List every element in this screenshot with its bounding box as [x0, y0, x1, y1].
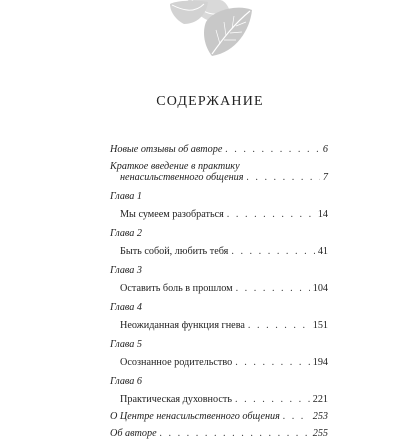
chapter-label: Глава 1 [110, 191, 142, 202]
leader-dots [227, 209, 315, 220]
leaves-illustration-icon [168, 0, 258, 60]
toc-entry-about-author[interactable] [110, 428, 328, 439]
toc-entry-chapter-6[interactable] [110, 376, 328, 405]
table-of-contents [110, 140, 328, 439]
page-number: 253 [312, 411, 328, 422]
toc-entry-chapter-1[interactable] [110, 191, 328, 220]
page-number: 255 [312, 428, 328, 439]
entry-title: Неожиданная функция гнева [120, 320, 245, 331]
entry-title: Оставить боль в прошлом [120, 283, 233, 294]
chapter-label: Глава 5 [110, 339, 142, 350]
toc-entry-chapter-4[interactable] [110, 302, 328, 331]
chapter-label: Глава 2 [110, 228, 142, 239]
chapter-label: Глава 6 [110, 376, 142, 387]
entry-title: Практическая духовность [120, 394, 232, 405]
toc-entry-chapter-5[interactable] [110, 339, 328, 368]
leader-dots [283, 411, 310, 422]
leader-dots [225, 144, 320, 155]
chapter-label: Глава 3 [110, 265, 142, 276]
leader-dots [247, 172, 320, 183]
entry-title-line1: Краткое введение в практику [110, 161, 240, 172]
leader-dots [248, 320, 310, 331]
leader-dots [235, 394, 310, 405]
toc-entry-reviews[interactable] [110, 144, 328, 155]
leader-dots [160, 428, 310, 439]
page-number: 7 [322, 172, 328, 183]
toc-entry-center[interactable] [110, 411, 328, 422]
entry-title: Осознанное родительство [120, 357, 233, 368]
toc-entry-chapter-2[interactable] [110, 228, 328, 257]
page-title: СОДЕРЖАНИЕ [156, 94, 264, 109]
page-number: 104 [312, 283, 328, 294]
chapter-label: Глава 4 [110, 302, 142, 313]
entry-title: Об авторе [110, 428, 157, 439]
page-number: 14 [317, 209, 328, 220]
page-number: 41 [317, 246, 328, 257]
leader-dots [231, 246, 314, 257]
top-leaf-icon [170, 1, 208, 24]
page-number: 6 [322, 144, 328, 155]
leader-dots [235, 357, 310, 368]
toc-entry-chapter-3[interactable] [110, 265, 328, 294]
entry-title: Быть собой, любить тебя [120, 246, 229, 257]
entry-title: ненасильственного общения [120, 172, 244, 183]
leader-dots [236, 283, 310, 294]
page-number: 194 [312, 357, 328, 368]
entry-title: Новые отзывы об авторе [110, 144, 223, 155]
toc-entry-introduction[interactable] [110, 161, 328, 183]
entry-title: Мы сумеем разобраться [120, 209, 224, 220]
page-number: 221 [312, 394, 328, 405]
entry-title: О Центре ненасильственного общения [110, 411, 280, 422]
page-number: 151 [312, 320, 328, 331]
